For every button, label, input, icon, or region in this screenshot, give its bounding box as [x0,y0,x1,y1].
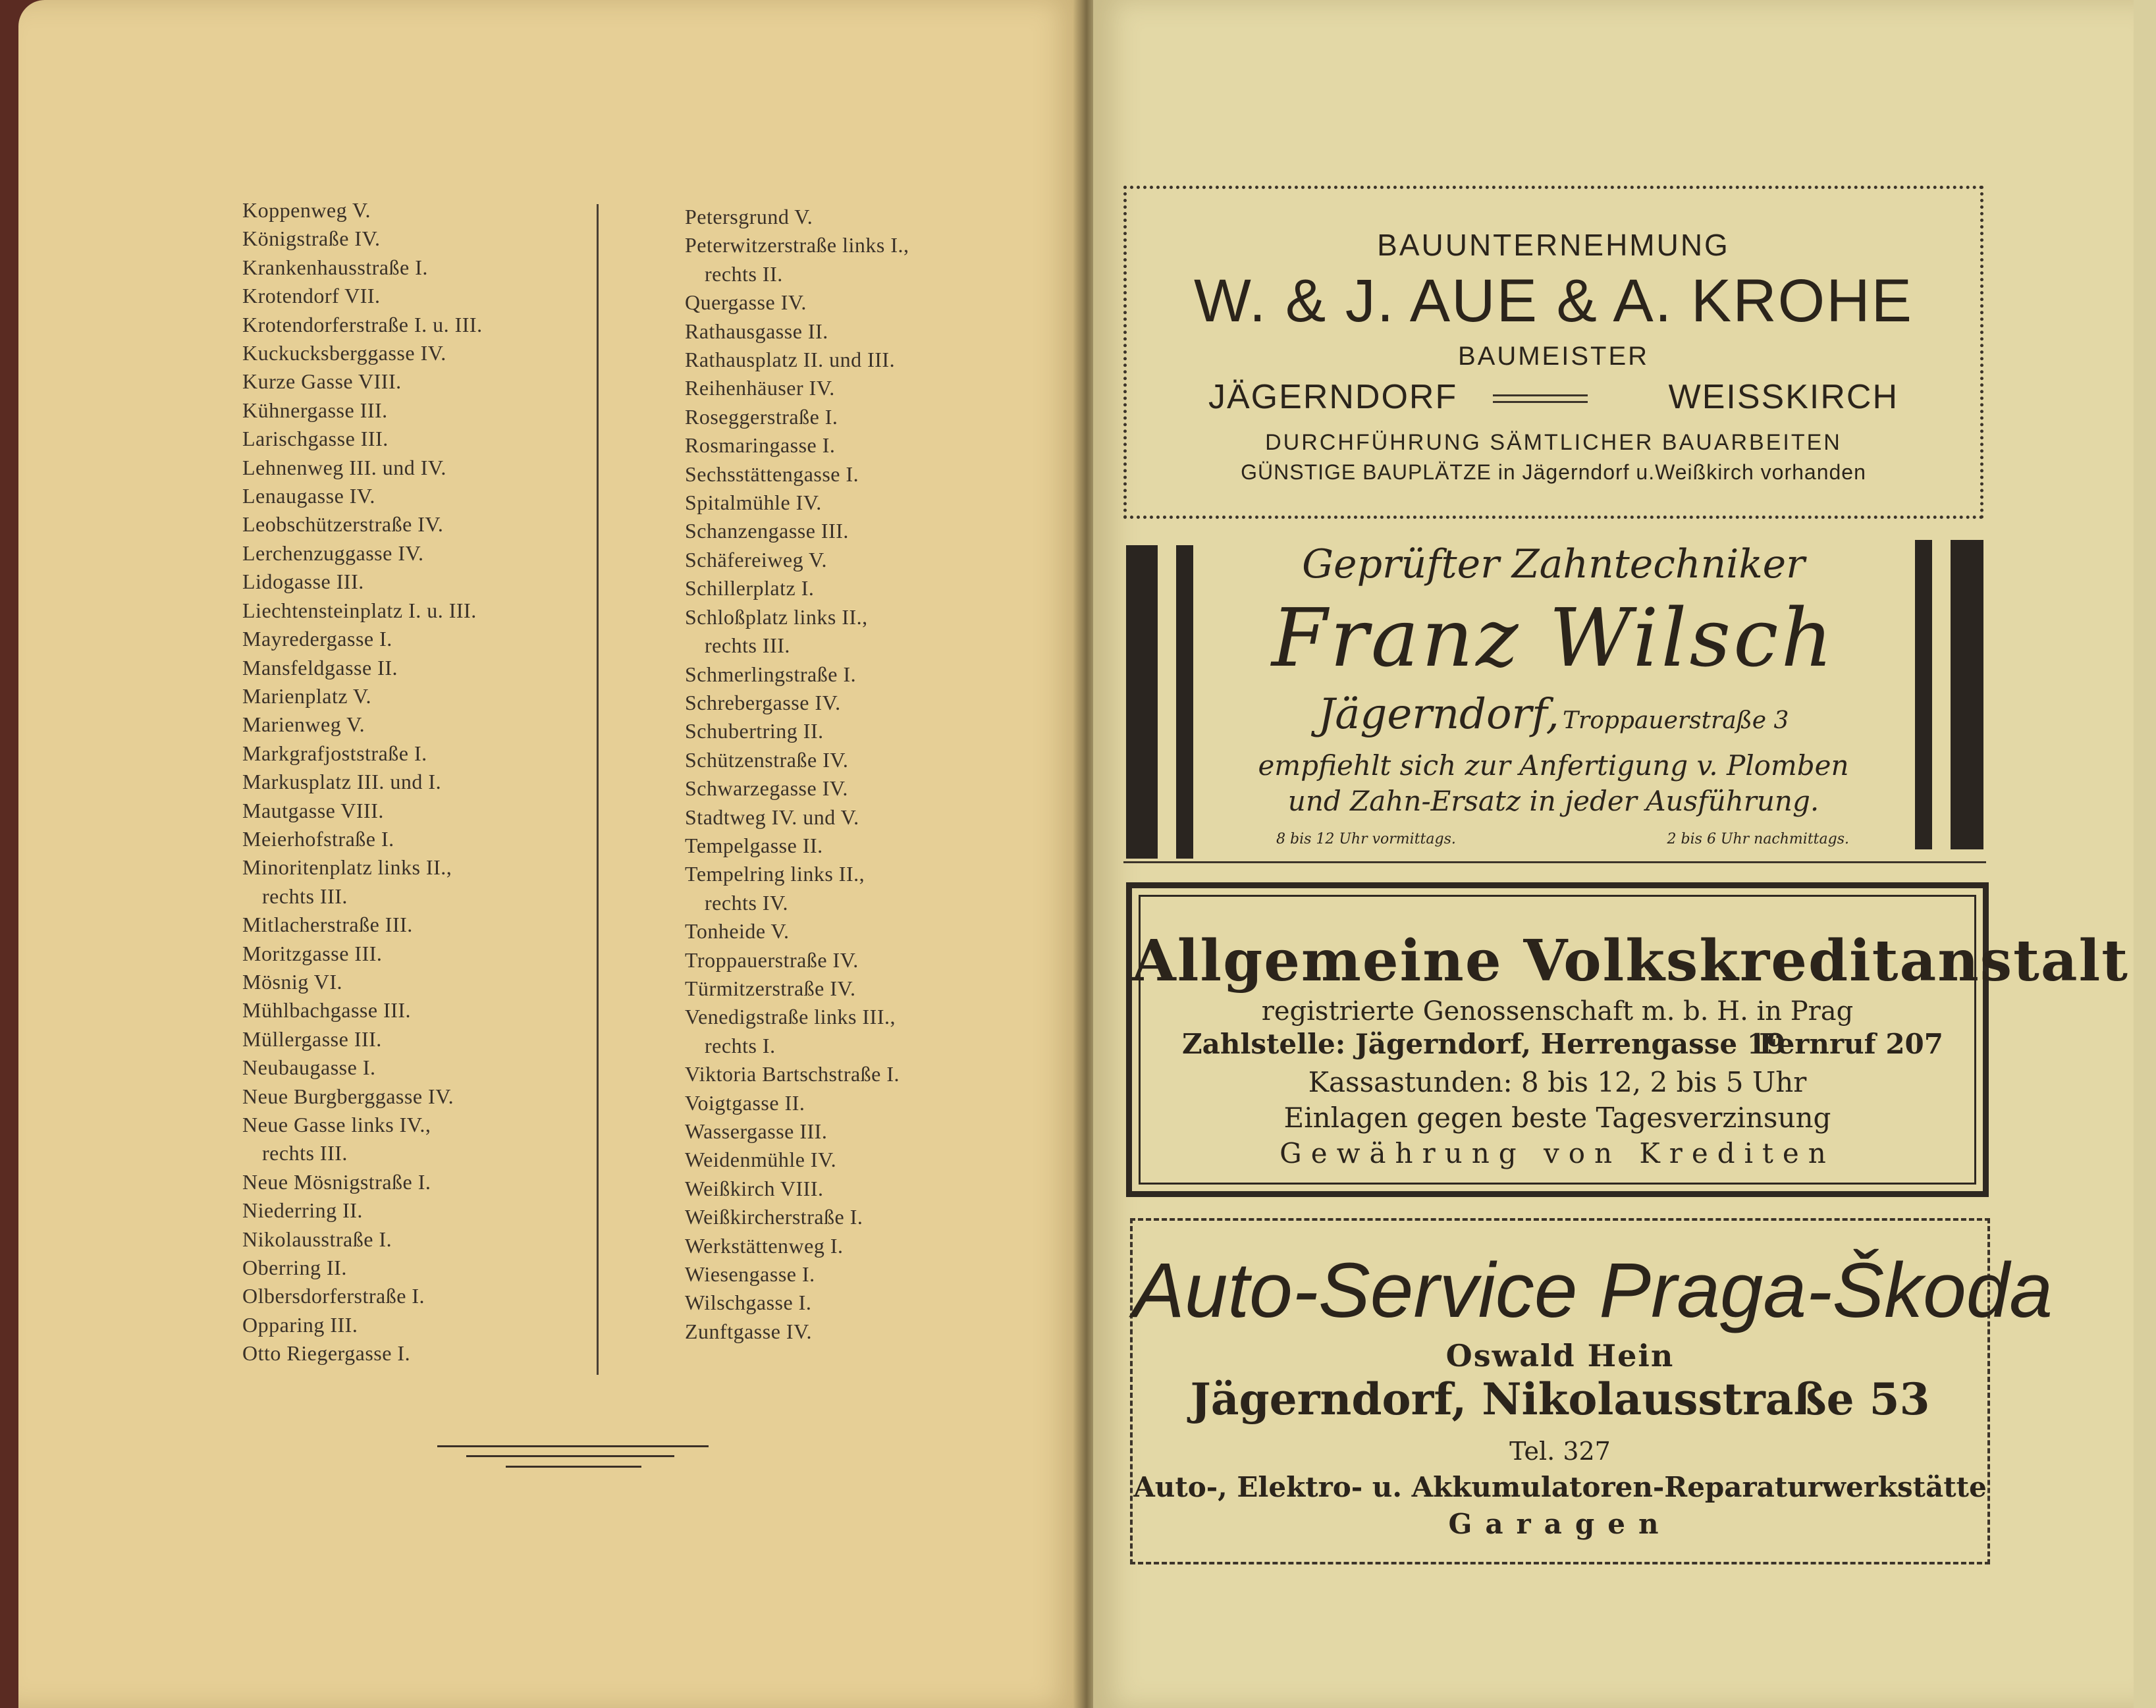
end-ornament-line-1 [437,1445,709,1447]
street-entry: Schloßplatz links II., [685,604,868,629]
street-entry: Kühnergasse III. [242,398,388,422]
street-entry: Opparing III. [242,1312,358,1337]
street-entry: Schanzengasse III. [685,519,849,543]
city-separator [1493,394,1588,396]
bank-registration: registrierte Genossenschaft m. b. H. in Prag [1261,996,1854,1027]
street-entry: Schäfereiweg V. [685,547,828,572]
street-entry: Troppauerstraße IV. [685,947,859,972]
end-ornament-line-3 [506,1466,641,1468]
construction-company-ad [1123,186,1983,519]
street-entry: Niederring II. [242,1198,363,1223]
street-entry: Roseggerstraße I. [685,404,838,429]
street-entry: Weißkirch VIII. [685,1176,824,1200]
address-street: Troppauerstraße 3 [1562,707,1789,734]
credit-bank-ad [1126,882,2129,1197]
city-separator-2 [1493,401,1588,403]
street-entry: Neue Burgberggasse IV. [242,1084,454,1108]
street-entry: Schmerlingstraße I. [685,662,857,686]
street-entry: Larischgasse III. [242,427,389,451]
street-entry: Venedigstraße links III., [685,1005,896,1029]
street-entry: Krotendorferstraße I. u. III. [242,312,483,336]
street-entry: Mühlbachgasse III. [242,998,412,1023]
street-entry: Tempelgasse II. [685,833,823,857]
dentist-address [1123,690,1983,739]
dental-technician-ad [1123,540,1983,863]
street-entry: Tempelring links II., [685,862,865,886]
street-entry: Mayredergasse I. [242,627,392,651]
building-plots-line: GÜNSTIGE BAUPLÄTZE in Jägerndorf u.Weißkirch vorhanden [1241,460,1866,484]
address-city: Jägerndorf, [1318,690,1559,739]
street-entry: Markgrafjoststraße I. [242,741,427,765]
street-entry: Rathausplatz II. und III. [685,348,896,372]
dentist-title: Geprüfter Zahntechniker [1302,541,1805,587]
branch-address: Zahlstelle: Jägerndorf, Herrengasse 19 [1182,1028,1786,1060]
street-entry: Zunftgasse IV. [685,1319,813,1343]
profession: BAUMEISTER [1457,342,1650,371]
page-edge [2134,0,2156,1708]
street-entry: Liechtensteinplatz I. u. III. [242,598,477,622]
street-entry: rechts III. [262,1141,348,1165]
street-entry: Olbersdorferstraße I. [242,1284,425,1308]
street-entry: Rosmaringasse I. [685,433,836,458]
street-entry: Lehnenweg III. und IV. [242,455,446,479]
street-entry: Reihenhäuser IV. [685,376,835,400]
street-entry: Schützenstraße IV. [685,747,849,772]
street-entry: Markusplatz III. und I. [242,770,442,794]
street-entry: Neue Gasse links IV., [242,1113,431,1136]
auto-service-ad [1130,1218,2053,1564]
street-index-column-1 [242,196,572,1368]
hours-morning: 8 bis 12 Uhr vormittags. [1276,831,1456,847]
cash-hours: Kassastunden: 8 bis 12, 2 bis 5 Uhr [1308,1066,1807,1098]
street-entry: Weißkircherstraße I. [685,1205,863,1229]
deposit-line: Einlagen gegen beste Tagesverzinsung [1283,1102,1831,1134]
street-entry: Wiesengasse I. [685,1262,815,1287]
street-entry: Neue Mösnigstraße I. [242,1169,431,1194]
street-entry: Wassergasse III. [685,1119,828,1143]
street-entry: Lerchenzuggasse IV. [242,541,424,565]
street-entry: Leobschützerstraße IV. [242,512,444,537]
auto-services: Auto-, Elektro- u. Akkumulatoren-Reparaturwerkstätte [1133,1471,1987,1503]
street-entry: Oberring II. [242,1256,347,1280]
street-entry: Spitalmühle IV. [685,491,822,515]
bank-name: Allgemeine Volkskreditanstalt [1132,928,2129,994]
street-entry: Königstraße IV. [242,227,381,251]
street-entry: Mautgasse VIII. [242,798,384,822]
street-entry: rechts II. [705,261,783,286]
street-entry: Lidogasse III. [242,570,364,594]
street-entry: Müllergasse III. [242,1027,382,1051]
street-entry: rechts III. [705,633,790,658]
auto-owner: Oswald Hein [1445,1338,1675,1374]
street-entry: Kuckucksberggasse IV. [242,341,446,365]
street-entry: Schillerplatz I. [685,576,815,600]
city-left: JÄGERNDORF [1208,378,1458,416]
street-entry: Meierhofstraße I. [242,826,394,851]
street-entry: Moritzgasse III. [242,941,383,965]
street-entry: Schubertring II. [685,719,824,743]
street-entry: Petersgrund V. [685,205,813,228]
auto-phone: Tel. 327 [1509,1437,1611,1466]
hours-afternoon: 2 bis 6 Uhr nachmittags. [1667,831,1849,847]
ad-heading: BAUUNTERNEHMUNG [1377,228,1730,262]
street-entry: Weidenmühle IV. [685,1148,837,1172]
street-entry: Schwarzegasse IV. [685,776,848,801]
street-entry: Peterwitzerstraße links I., [685,233,909,257]
street-entry: Mitlacherstraße III. [242,913,413,937]
street-entry: Tonheide V. [685,919,790,944]
street-entry: Stadtweg IV. und V. [685,805,859,829]
street-entry: Krankenhausstraße I. [242,255,428,279]
end-ornament-line-2 [466,1455,674,1457]
street-entry: Kurze Gasse VIII. [242,369,402,394]
service-line-1: empfiehlt sich zur Anfertigung v. Plomben [1258,749,1849,782]
street-entry: Quergasse IV. [685,290,807,315]
street-entry: Wilschgasse I. [685,1291,812,1315]
street-entry: Mansfeldgasse II. [242,655,398,680]
company-names: W. & J. AUE & A. KROHE [1193,267,1914,334]
street-entry: Neubaugasse I. [242,1055,376,1080]
city-right: WEISSKIRCH [1668,378,1899,416]
street-entry: Marienplatz V. [242,683,371,708]
street-entry: Mösnig VI. [242,969,342,994]
column-divider [597,204,599,1375]
street-entry: Sechsstättengasse I. [685,462,859,486]
auto-address: Jägerndorf, Nikolausstraße 53 [1190,1374,1930,1425]
street-entry: rechts I. [705,1033,776,1057]
street-entry: Krotendorf VII. [242,284,381,308]
dentist-name: Franz Wilsch [1271,591,1836,685]
service-line-2: und Zahn-Ersatz in jeder Ausführung. [1287,785,1819,817]
street-entry: Otto Riegergasse I. [242,1341,411,1366]
street-entry: Voigtgasse II. [685,1090,805,1115]
street-entry: Türmitzerstraße IV. [685,976,856,1000]
street-entry: Viktoria Bartschstraße I. [685,1062,900,1086]
bank-phone: Fernruf 207 [1759,1028,1943,1060]
services-line: DURCHFÜHRUNG SÄMTLICHER BAUARBEITEN [1265,430,1842,455]
street-entry: Marienweg V. [242,712,365,737]
street-entry: Minoritenplatz links II., [242,855,452,880]
credit-line: Gewährung von Krediten [1280,1137,1835,1169]
dentist-bottom-rule [1123,861,1986,863]
garage-line: Garagen [1448,1508,1672,1540]
street-entry: Lenaugasse IV. [242,484,375,508]
street-entry: Schrebergasse IV. [685,690,841,714]
street-entry: rechts IV. [705,890,789,915]
street-entry: Koppenweg V. [242,198,371,222]
street-entry: rechts III. [262,884,348,908]
street-index-column-2 [685,203,1054,1346]
street-entry: Werkstättenweg I. [685,1233,844,1258]
auto-service-title: Auto-Service Praga-Škoda [1133,1247,2053,1334]
street-entry: Nikolausstraße I. [242,1227,392,1251]
street-entry: Rathausgasse II. [685,319,828,343]
